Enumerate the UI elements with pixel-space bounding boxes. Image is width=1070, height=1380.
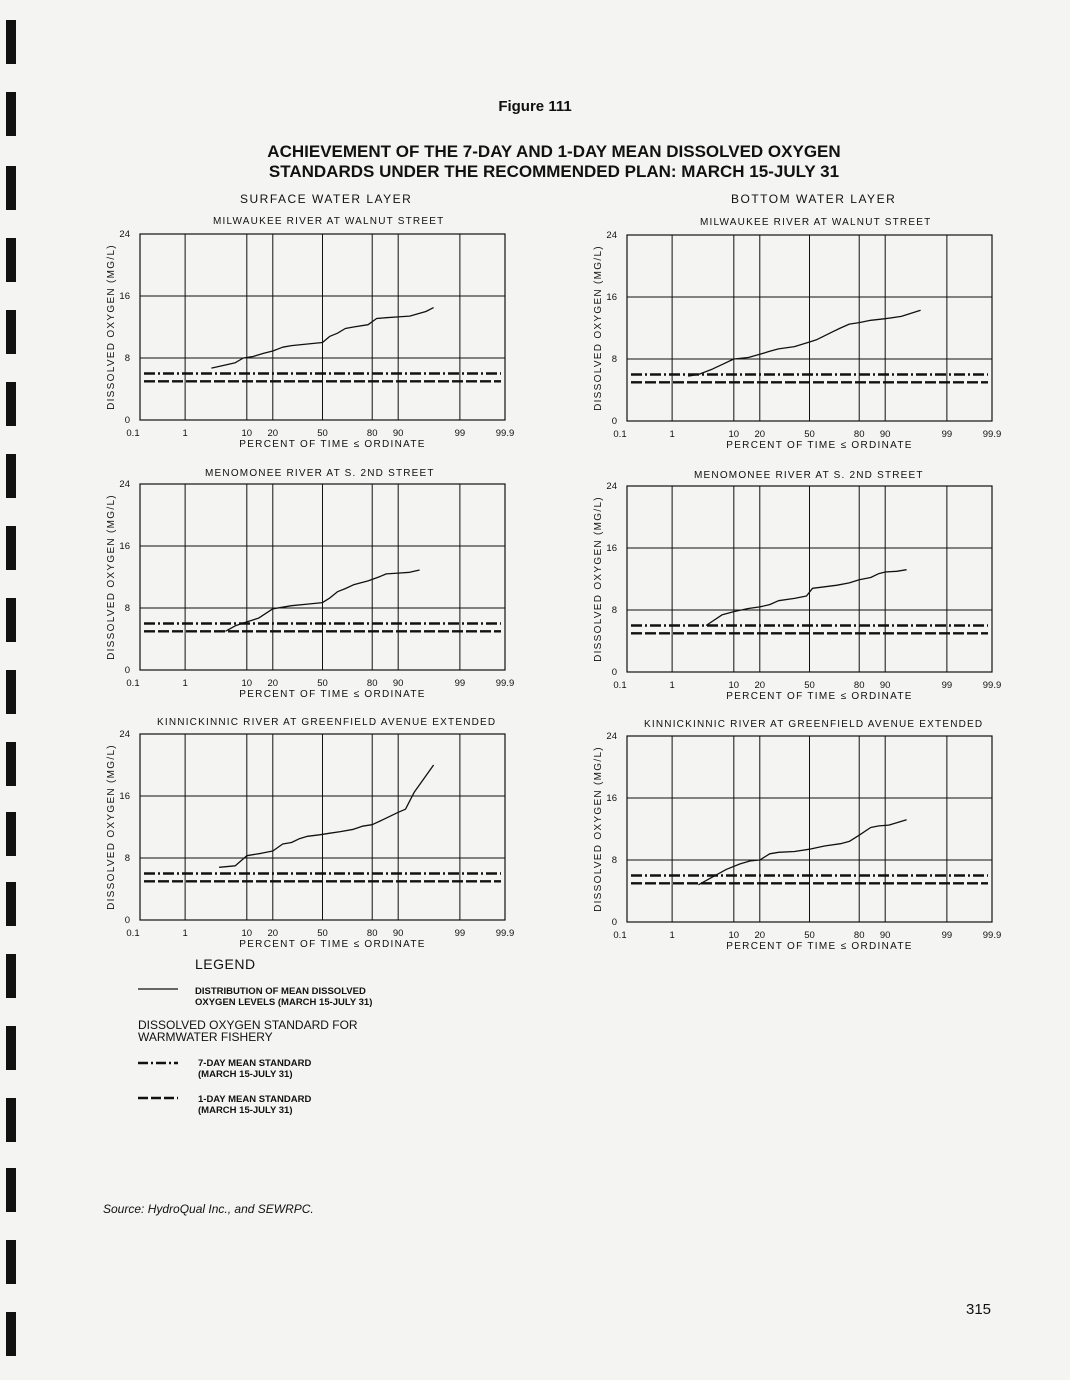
x-tick-label: 99 xyxy=(454,678,466,689)
distribution-line xyxy=(706,570,907,626)
x-tick-label: 99.9 xyxy=(982,930,1002,941)
y-axis-title: DISSOLVED OXYGEN (MG/L) xyxy=(593,245,604,411)
binder-hole xyxy=(6,310,16,354)
y-tick-label: 0 xyxy=(611,917,617,928)
y-tick-label: 16 xyxy=(119,791,130,802)
x-tick-label: 99.9 xyxy=(495,678,515,689)
x-axis-title: PERCENT OF TIME ≤ ORDINATE xyxy=(726,941,913,952)
y-tick-label: 16 xyxy=(606,292,617,303)
y-axis-title: DISSOLVED OXYGEN (MG/L) xyxy=(593,496,604,662)
y-axis-title: DISSOLVED OXYGEN (MG/L) xyxy=(106,494,117,660)
y-axis-title: DISSOLVED OXYGEN (MG/L) xyxy=(593,746,604,912)
figure-title xyxy=(0,142,1070,182)
y-tick-label: 16 xyxy=(119,291,130,302)
x-tick-label: 10 xyxy=(728,930,740,941)
chart-surface-menomonee xyxy=(100,470,520,705)
x-tick-label: 90 xyxy=(392,678,404,689)
x-tick-label: 10 xyxy=(241,678,253,689)
x-tick-label: 90 xyxy=(879,429,891,440)
y-tick-label: 0 xyxy=(611,667,617,678)
x-tick-label: 0.1 xyxy=(126,928,140,939)
binder-hole xyxy=(6,1098,16,1142)
x-tick-label: 0.1 xyxy=(613,429,627,440)
x-tick-label: 20 xyxy=(754,429,766,440)
x-axis-title: PERCENT OF TIME ≤ ORDINATE xyxy=(239,439,426,450)
y-tick-label: 8 xyxy=(124,353,130,364)
x-tick-label: 90 xyxy=(392,428,404,439)
x-tick-label: 80 xyxy=(366,678,378,689)
binder-hole xyxy=(6,238,16,282)
x-tick-label: 0.1 xyxy=(613,680,627,691)
chart-bottom-menomonee xyxy=(587,472,1007,707)
legend-swatches xyxy=(136,980,196,1120)
x-tick-label: 80 xyxy=(853,429,865,440)
page-number: 315 xyxy=(966,1301,992,1318)
x-tick-label: 10 xyxy=(241,928,253,939)
x-tick-label: 99 xyxy=(941,680,953,691)
chart-title: MILWAUKEE RIVER AT WALNUT STREET xyxy=(213,216,445,227)
y-tick-label: 8 xyxy=(124,853,130,864)
x-tick-label: 99.9 xyxy=(495,928,515,939)
legend-1day-label xyxy=(198,1094,311,1116)
x-tick-label: 20 xyxy=(267,428,279,439)
figure-label: Figure 111 xyxy=(498,98,572,115)
y-tick-label: 0 xyxy=(124,665,130,676)
chart-bottom-milwaukee xyxy=(587,221,1007,456)
column-heading-bottom: BOTTOM WATER LAYER xyxy=(731,192,897,206)
chart-title: MILWAUKEE RIVER AT WALNUT STREET xyxy=(700,217,932,228)
y-tick-label: 16 xyxy=(606,543,617,554)
x-tick-label: 50 xyxy=(317,928,328,939)
x-tick-label: 90 xyxy=(879,930,891,941)
y-tick-label: 8 xyxy=(611,605,617,616)
legend-line: 7-DAY MEAN STANDARD xyxy=(198,1058,312,1069)
binder-hole xyxy=(6,1168,16,1212)
x-tick-label: 99 xyxy=(454,428,466,439)
x-tick-label: 80 xyxy=(853,930,865,941)
chart-bottom-kinnickinnic xyxy=(587,722,1007,957)
legend-line: (MARCH 15-JULY 31) xyxy=(198,1069,293,1080)
legend-distribution-label xyxy=(195,986,372,1008)
x-tick-label: 20 xyxy=(754,930,766,941)
x-tick-label: 1 xyxy=(669,930,675,941)
chart-title: MENOMONEE RIVER AT S. 2ND STREET xyxy=(205,468,435,479)
y-tick-label: 16 xyxy=(119,541,130,552)
distribution-line xyxy=(219,765,434,867)
y-tick-label: 24 xyxy=(119,479,130,490)
x-tick-label: 20 xyxy=(754,680,766,691)
y-tick-label: 0 xyxy=(611,416,617,427)
x-tick-label: 0.1 xyxy=(126,428,140,439)
x-axis-title: PERCENT OF TIME ≤ ORDINATE xyxy=(239,689,426,700)
x-axis-title: PERCENT OF TIME ≤ ORDINATE xyxy=(239,939,426,950)
binder-hole xyxy=(6,812,16,856)
y-tick-label: 0 xyxy=(124,915,130,926)
x-tick-label: 20 xyxy=(267,928,279,939)
x-tick-label: 80 xyxy=(366,428,378,439)
binder-hole xyxy=(6,598,16,642)
y-tick-label: 8 xyxy=(611,354,617,365)
x-tick-label: 0.1 xyxy=(613,930,627,941)
binder-hole xyxy=(6,742,16,786)
x-tick-label: 20 xyxy=(267,678,279,689)
binder-hole xyxy=(6,526,16,570)
chart-surface-milwaukee xyxy=(100,220,520,455)
y-tick-label: 8 xyxy=(611,855,617,866)
x-tick-label: 99 xyxy=(941,429,953,440)
x-tick-label: 10 xyxy=(728,429,740,440)
legend-7day-label xyxy=(198,1058,311,1080)
x-tick-label: 50 xyxy=(804,680,815,691)
legend-line: (MARCH 15-JULY 31) xyxy=(198,1105,293,1116)
x-axis-title: PERCENT OF TIME ≤ ORDINATE xyxy=(726,691,913,702)
x-tick-label: 50 xyxy=(804,930,815,941)
x-tick-label: 0.1 xyxy=(126,678,140,689)
x-axis-title: PERCENT OF TIME ≤ ORDINATE xyxy=(726,440,913,451)
legend-line: DISSOLVED OXYGEN STANDARD FOR xyxy=(138,1018,358,1032)
y-tick-label: 8 xyxy=(124,603,130,614)
binder-hole xyxy=(6,1312,16,1356)
y-tick-label: 24 xyxy=(119,729,130,740)
binder-hole xyxy=(6,954,16,998)
y-tick-label: 0 xyxy=(124,415,130,426)
y-tick-label: 24 xyxy=(606,230,617,241)
x-tick-label: 80 xyxy=(366,928,378,939)
binder-hole xyxy=(6,670,16,714)
x-tick-label: 99.9 xyxy=(982,429,1002,440)
chart-surface-kinnickinnic xyxy=(100,720,520,955)
x-tick-label: 90 xyxy=(392,928,404,939)
binder-hole xyxy=(6,454,16,498)
x-tick-label: 99.9 xyxy=(982,680,1002,691)
legend-line: DISTRIBUTION OF MEAN DISSOLVED xyxy=(195,986,366,997)
y-axis-title: DISSOLVED OXYGEN (MG/L) xyxy=(106,244,117,410)
column-heading-surface: SURFACE WATER LAYER xyxy=(240,192,413,206)
legend-line: WARMWATER FISHERY xyxy=(138,1030,273,1044)
x-tick-label: 99 xyxy=(454,928,466,939)
x-tick-label: 1 xyxy=(182,928,188,939)
y-tick-label: 16 xyxy=(606,793,617,804)
binder-hole xyxy=(6,382,16,426)
x-tick-label: 10 xyxy=(241,428,253,439)
y-tick-label: 24 xyxy=(606,731,617,742)
x-tick-label: 1 xyxy=(182,678,188,689)
standard-heading xyxy=(138,1019,358,1043)
x-tick-label: 90 xyxy=(879,680,891,691)
chart-title: KINNICKINNIC RIVER AT GREENFIELD AVENUE EXTENDED xyxy=(157,717,497,728)
x-tick-label: 1 xyxy=(182,428,188,439)
y-tick-label: 24 xyxy=(119,229,130,240)
x-tick-label: 99.9 xyxy=(495,428,515,439)
x-tick-label: 99 xyxy=(941,930,953,941)
x-tick-label: 50 xyxy=(804,429,815,440)
distribution-line xyxy=(688,310,920,376)
x-tick-label: 50 xyxy=(317,428,328,439)
x-tick-label: 80 xyxy=(853,680,865,691)
binder-hole xyxy=(6,20,16,64)
binder-hole xyxy=(6,882,16,926)
x-tick-label: 1 xyxy=(669,429,675,440)
title-line-1: ACHIEVEMENT OF THE 7-DAY AND 1-DAY MEAN DISSOLVED OXYGEN xyxy=(267,142,841,161)
title-line-2: STANDARDS UNDER THE RECOMMENDED PLAN: MARCH 15-JULY 31 xyxy=(268,162,840,181)
legend-line: 1-DAY MEAN STANDARD xyxy=(198,1094,312,1105)
legend-title: LEGEND xyxy=(195,956,256,972)
y-tick-label: 24 xyxy=(606,481,617,492)
source-note: Source: HydroQual Inc., and SEWRPC. xyxy=(103,1202,314,1216)
legend-line: OXYGEN LEVELS (MARCH 15-JULY 31) xyxy=(195,997,373,1008)
x-tick-label: 10 xyxy=(728,680,740,691)
y-axis-title: DISSOLVED OXYGEN (MG/L) xyxy=(106,744,117,910)
binder-hole xyxy=(6,1026,16,1070)
chart-title: KINNICKINNIC RIVER AT GREENFIELD AVENUE EXTENDED xyxy=(644,719,984,730)
x-tick-label: 50 xyxy=(317,678,328,689)
x-tick-label: 1 xyxy=(669,680,675,691)
chart-title: MENOMONEE RIVER AT S. 2ND STREET xyxy=(694,470,924,481)
binder-hole xyxy=(6,1240,16,1284)
